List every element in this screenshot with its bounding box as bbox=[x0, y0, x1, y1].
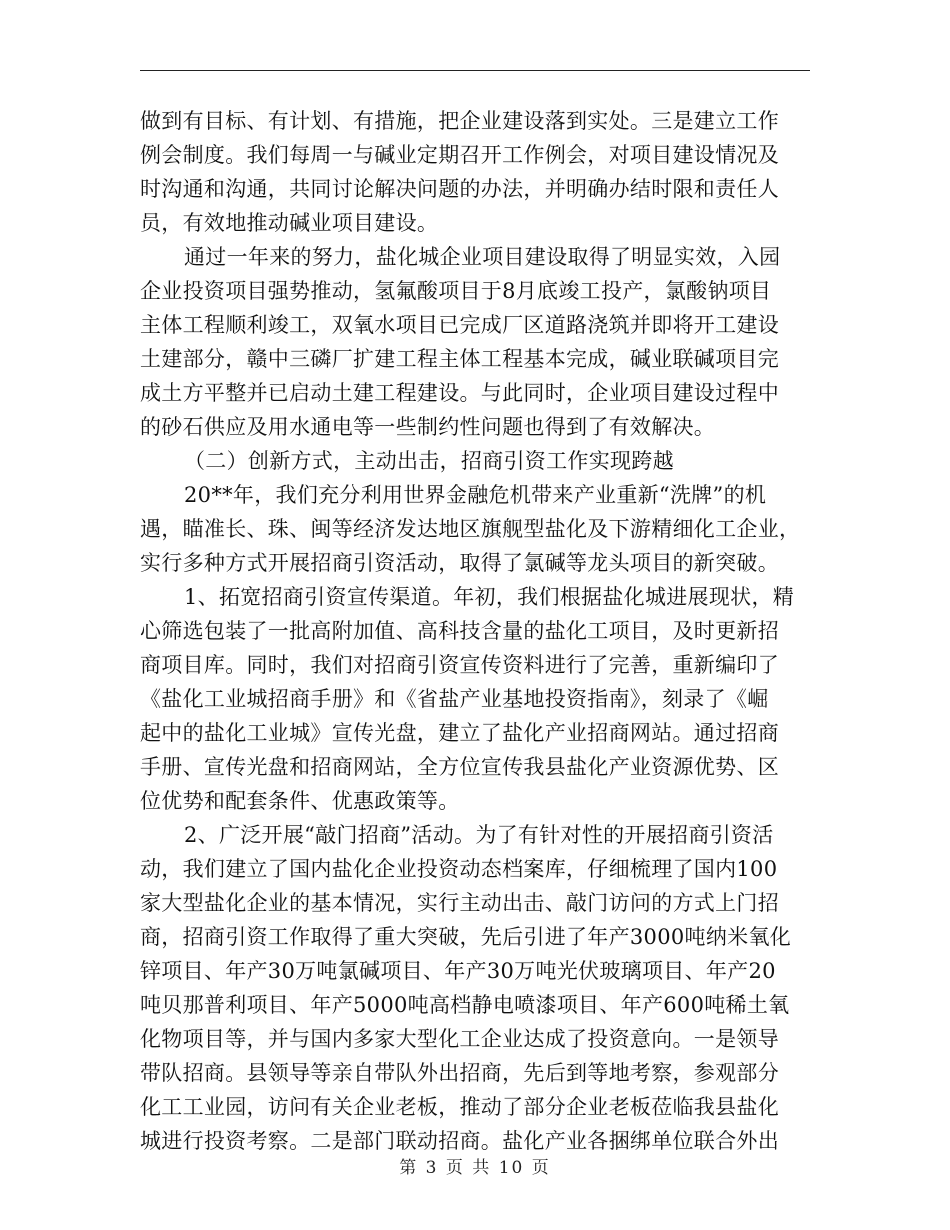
text-line: 化物项目等，并与国内多家大型化工企业达成了投资意向。一是领导 bbox=[140, 1027, 779, 1051]
text-line: 商项目库。同时，我们对招商引资宣传资料进行了完善，重新编印了 bbox=[140, 653, 779, 677]
paragraph-start-line: 1、拓宽招商引资宣传渠道。年初，我们根据盐化城进展现状，精 bbox=[184, 585, 795, 609]
text-line: 例会制度。我们每周一与碱业定期召开工作例会，对项目建设情况及 bbox=[140, 143, 779, 167]
text-line: 心筛选包装了一批高附加值、高科技含量的盐化工项目，及时更新招 bbox=[140, 619, 779, 643]
text-line: 做到有目标、有计划、有措施，把企业建设落到实处。三是建立工作 bbox=[140, 109, 779, 133]
page-number: 第 3 页 共 10 页 bbox=[399, 1158, 551, 1178]
text-line: 时沟通和沟通，共同讨论解决问题的办法，并明确办结时限和责任人 bbox=[140, 177, 779, 201]
text-line: 家大型盐化企业的基本情况，实行主动出击、敲门访问的方式上门招 bbox=[140, 891, 779, 915]
text-line: 化工工业园，访问有关企业老板，推动了部分企业老板莅临我县盐化 bbox=[140, 1095, 779, 1119]
text-line: 的砂石供应及用水通电等一些制约性问题也得到了有效解决。 bbox=[140, 415, 716, 439]
text-line: 动，我们建立了国内盐化企业投资动态档案库，仔细梳理了国内100 bbox=[140, 857, 778, 881]
paragraph-start-line: 20**年，我们充分利用世界金融危机带来产业重新“洗牌”的机 bbox=[184, 483, 767, 507]
section-heading: （二）创新方式，主动出击，招商引资工作实现跨越 bbox=[184, 449, 674, 473]
text-line: 手册、宣传光盘和招商网站，全方位宣传我县盐化产业资源优势、区 bbox=[140, 755, 779, 779]
paragraph-start-line: 通过一年来的努力，盐化城企业项目建设取得了明显实效，入园 bbox=[184, 245, 781, 269]
header-rule bbox=[140, 70, 810, 71]
text-line: 企业投资项目强势推动，氢氟酸项目于8月底竣工投产，氯酸钠项目 bbox=[140, 279, 772, 303]
text-line: 《盐化工业城招商手册》和《省盐产业基地投资指南》，刻录了《崛 bbox=[140, 687, 769, 711]
text-line: 吨贝那普利项目、年产5000吨高档静电喷漆项目、年产600吨稀土氧 bbox=[140, 993, 790, 1017]
paragraph-start-line: 2、广泛开展“敲门招商”活动。为了有针对性的开展招商引资活 bbox=[184, 823, 774, 847]
text-line: 实行多种方式开展招商引资活动，取得了氯碱等龙头项目的新突破。 bbox=[140, 551, 779, 575]
text-line: 城进行投资考察。二是部门联动招商。盐化产业各捆绑单位联合外出 bbox=[140, 1129, 779, 1153]
text-line: 位优势和配套条件、优惠政策等。 bbox=[140, 789, 460, 813]
text-line: 主体工程顺利竣工，双氧水项目已完成厂区道路浇筑并即将开工建设 bbox=[140, 313, 779, 337]
document-body bbox=[140, 104, 812, 1158]
text-line: 带队招商。县领导等亲自带队外出招商，先后到等地考察，参观部分 bbox=[140, 1061, 779, 1085]
text-line: 成土方平整并已启动土建工程建设。与此同时，企业项目建设过程中 bbox=[140, 381, 779, 405]
text-line: 锌项目、年产30万吨氯碱项目、年产30万吨光伏玻璃项目、年产20 bbox=[140, 959, 776, 983]
text-line: 土建部分，赣中三磷厂扩建工程主体工程基本完成，碱业联碱项目完 bbox=[140, 347, 779, 371]
text-line: 起中的盐化工业城》宣传光盘，建立了盐化产业招商网站。通过招商 bbox=[140, 721, 779, 745]
text-line: 遇，瞄准长、珠、闽等经济发达地区旗舰型盐化及下游精细化工企业， bbox=[140, 517, 801, 541]
text-line: 员，有效地推动碱业项目建设。 bbox=[140, 211, 439, 235]
text-line: 商，招商引资工作取得了重大突破，先后引进了年产3000吨纳米氧化 bbox=[140, 925, 792, 949]
